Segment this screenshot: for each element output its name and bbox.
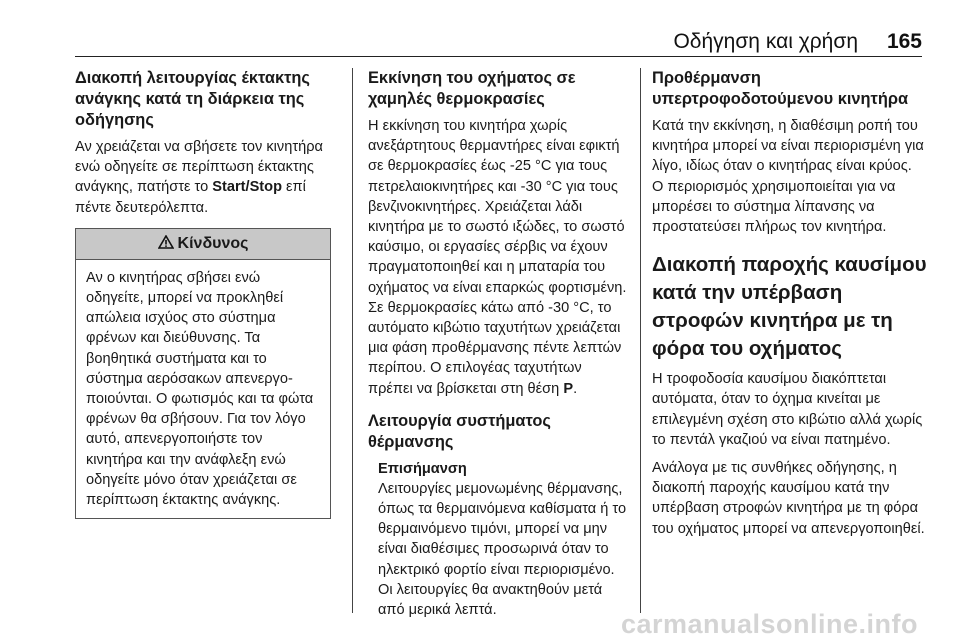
start-stop-label: Start/Stop — [212, 179, 282, 196]
paragraph-text: Η εκκίνηση του κινητήρα χωρίς ανεξάρτητους θερμαντήρες είναι εφικτή σε θερμοκρασίες έως -25 °C για τους πετρελαιοκινητήρες και -30 °C για τους βενζινοκινητήρες. Χρειάζεται λάδι κινητήρα με το σωστό ιξώδες, το σωστό καύσιμο, οι εργασίες σέρβις να έχουν πραγματοποιηθεί και η μπαταρία του οχήματος να είναι επαρκώς φορτισμένη. Σε θερμοκρασίες κάτω από -30 °C, το αυτόματο κιβώτιο ταχυτήτων χρειάζεται μια φάση προθέρμανσης πέντε λεπτών περίπου. Ο επιλογέας ταχυτήτων πρέπει να βρίσκεται στη θέση — [368, 118, 627, 397]
column-divider-1 — [352, 68, 353, 613]
turbo-warmup-paragraph: Κατά την εκκίνηση, η διαθέσιμη ροπή του κινητήρα μπορεί να είναι περιορισμένη για λίγο, ιδίως όταν ο κινητήρας είναι κρύος. Ο περιορισμός χρησιμοποιείται για να μπορέσει το σύστημα λίπανσης να προστατεύσει πλήρως τον κινητήρα. — [652, 118, 924, 236]
emergency-stop-paragraph — [75, 137, 331, 218]
watermark — [0, 609, 960, 640]
fuel-cutoff-paragraph-1: Η τροφοδοσία καυσίμου διακόπτεται αυτόματα, όταν το όχημα κινείται με επιλεγμένη σχέση στο κιβώτιο αλλά χωρίς το πεντάλ γκαζιού να είναι πατημένο. — [652, 371, 923, 448]
watermark-text: carmanualsonline.info — [620, 609, 918, 639]
column-3 — [652, 68, 927, 547]
note-heading: Επισήμανση — [378, 460, 467, 477]
turbo-warmup-heading: Προθέρμανση υπερτροφοδοτούμενου κινητήρα — [652, 69, 909, 108]
cold-start-heading: Εκκίνηση του οχήματος σε χαμηλές θερμοκρασίες — [368, 69, 576, 108]
page-number: 165 — [886, 30, 922, 53]
column-divider-2 — [640, 68, 641, 613]
gear-position-label: P — [563, 380, 574, 397]
paragraph-text-end: επί πέντε δευτερόλεπτα. — [75, 179, 306, 216]
danger-box-title: Κίνδυνος — [177, 234, 249, 252]
paragraph-text-end: . — [573, 380, 578, 397]
danger-box — [75, 228, 331, 519]
warning-triangle-icon — [158, 235, 174, 249]
fuel-cutoff-paragraph-2: Ανάλογα με τις συνθήκες οδήγησης, η διακοπή παροχής καυσίμου κατά την υπέρβαση στροφών κινητήρα με τη φόρα του οχήματος μπορεί να απενεργοποιηθεί. — [652, 460, 925, 537]
note-text: Λειτουργίες μεμονωμένης θέρμανσης, όπως τα θερμαινόμενα καθίσματα ή το θερμαινόμενο τιμόνι, μπορεί να μην είναι διαθέσιμες προσωρινά όταν το ηλεκτρικό φορτίο είναι περιορισμένο. Οι λειτουργίες θα ανακτηθούν μετά από μερικά λεπτά. — [378, 480, 627, 619]
cold-start-paragraph — [368, 116, 630, 399]
danger-box-text: Αν ο κινητήρας σβήσει ενώ οδηγείτε, μπορεί να προκληθεί απώλεια ισχύος στο σύστημα φρένων και διεύθυνσης. Τα βοηθητικά συστήματα και το σύστημα αερόσακων απενεργοποιούνται. Ο φωτισμός και τα φώτα φρένων θα σβήσουν. Για τον λόγο αυτό, απενεργοποιήστε τον κινητήρα και την ανάφλεξη ενώ οδηγείτε μόνο όταν χρειάζεται σε περίπτωση έκτακτης ανάγκης. — [86, 269, 314, 509]
section-title: Οδήγηση και χρήση — [673, 30, 858, 53]
danger-box-header — [76, 229, 330, 260]
paragraph-text: Αν χρειάζεται να σβήσετε τον κινητήρα ενώ οδηγείτε σε περίπτωση έκτακτης ανάγκης, πατήστε το — [75, 139, 323, 196]
fuel-cutoff-heading: Διακοπή παροχής καυσίμου κατά την υπέρβαση στροφών κινητήρα με τη φόρα του οχήματος — [652, 253, 927, 361]
column-2 — [368, 68, 630, 628]
header-divider — [75, 56, 922, 57]
column-1 — [75, 68, 331, 519]
page-header — [0, 0, 960, 60]
emergency-stop-heading: Διακοπή λειτουργίας έκτακτης ανάγκης κατά τη διάρκεια της οδήγησης — [75, 69, 310, 129]
heating-system-heading: Λειτουργία συστήματος θέρμανσης — [368, 411, 551, 451]
note-block — [368, 459, 630, 620]
